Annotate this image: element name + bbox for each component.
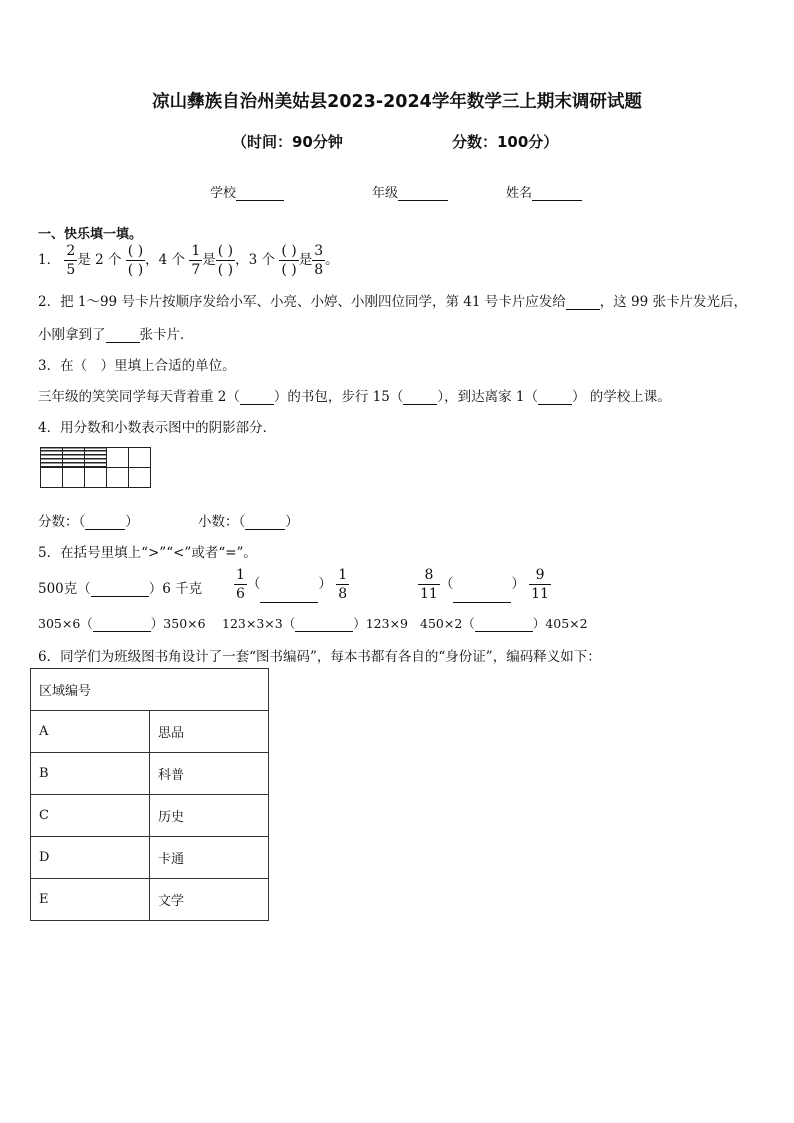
table-row [31, 795, 269, 837]
grid-cell [107, 468, 129, 488]
grid-cell [63, 468, 85, 488]
q5-fraction-1-8: $\frac{1}{8}$ [338, 567, 348, 602]
grid-cell [41, 468, 63, 488]
q3-blank-2[interactable] [403, 390, 437, 405]
q1-blank-fraction-3[interactable]: $\frac{( )}{( )}$ [281, 243, 297, 278]
question-4-title: 4．用分数和小数表示图中的阴影部分． [38, 420, 277, 436]
school-field [210, 182, 284, 201]
q5-e-right: ）123×9 [353, 616, 409, 631]
school-blank[interactable] [236, 186, 284, 201]
grade-field [372, 182, 448, 201]
q5-a-right: ）6 千克 [148, 581, 203, 597]
q2-text-3: 小刚拿到了 [38, 327, 106, 343]
q1-blank-fraction-1[interactable]: $\frac{( )}{( )}$ [127, 243, 144, 278]
q5-compare-b [234, 566, 349, 603]
q1-comma: ， [145, 252, 159, 268]
q5-c-open: （ [439, 576, 454, 592]
name-blank[interactable] [532, 186, 582, 201]
q5-a-blank[interactable] [91, 582, 149, 597]
code-cell: D [31, 837, 150, 879]
question-2-line-2 [38, 323, 194, 343]
q3-part-2: ）的书包，步行 15（ [273, 389, 404, 405]
q5-f-right: ）405×2 [532, 616, 588, 631]
q4-fraction-blank[interactable] [85, 515, 125, 530]
q1-text: 是 2 个 [77, 252, 122, 268]
section-heading: 一、快乐填一填。 [38, 227, 143, 242]
exam-score: 分数：100分） [452, 133, 559, 151]
grid-cell-shaded [41, 448, 63, 468]
table-row [31, 753, 269, 795]
q5-compare-f [420, 614, 588, 632]
q5-c-close: ） [511, 576, 525, 592]
q1-number: 1． [38, 252, 61, 268]
code-cell: B [31, 753, 150, 795]
q2-blank-1[interactable] [566, 295, 600, 310]
question-6-title: 6．同学们为班级图书角设计了一套“图书编码”，每本书都有各自的“身份证”，编码释义如下： [38, 649, 601, 665]
q5-c-blank[interactable] [453, 588, 511, 603]
shaded-grid [40, 447, 151, 488]
q3-part-1: 三年级的笑笑同学每天背着重 2（ [38, 389, 240, 405]
table-row [31, 837, 269, 879]
question-5-title: 5．在括号里填上“>”“<”或者“=”。 [38, 545, 257, 561]
q5-b-open: （ [246, 576, 261, 592]
q5-d-left: 305×6（ [38, 616, 93, 631]
q3-blank-3[interactable] [538, 390, 572, 405]
q3-part-3: ），到达离家 1（ [437, 389, 539, 405]
q5-f-blank[interactable] [475, 617, 533, 632]
q5-compare-d [38, 614, 206, 632]
q1-fraction-2-5: $\frac{2}{5}$ [66, 243, 76, 278]
category-cell: 科普 [150, 753, 269, 795]
q5-compare-a [38, 577, 202, 597]
q1-text-4: 3 个 [248, 252, 276, 268]
q4-decimal-blank[interactable] [245, 515, 285, 530]
q1-text-2: 4 个 [158, 252, 186, 268]
q2-text-4: 张卡片． [139, 327, 194, 343]
name-field [506, 182, 582, 201]
page-title: 凉山彝族自治州美姑县2023-2024学年数学三上期末调研试题 [152, 92, 642, 112]
q2-text-2: ，这 99 张卡片发光后， [599, 294, 747, 310]
question-1 [38, 242, 339, 279]
q5-d-right: ）350×6 [150, 616, 206, 631]
exam-time: （时间：90分钟 [232, 133, 343, 151]
q5-fraction-1-6: $\frac{1}{6}$ [236, 567, 245, 602]
q1-blank-fraction-2[interactable]: $\frac{( )}{( )}$ [217, 243, 234, 278]
q5-e-left: 123×3×3（ [222, 616, 296, 631]
code-cell: A [31, 711, 150, 753]
code-cell: E [31, 879, 150, 921]
table-row [31, 879, 269, 921]
q2-blank-2[interactable] [106, 328, 140, 343]
q1-fraction-1-7: $\frac{1}{7}$ [191, 243, 201, 278]
book-code-table [30, 668, 269, 921]
q3-part-4: ） 的学校上课。 [572, 389, 671, 405]
grid-cell-shaded [63, 448, 85, 468]
category-cell: 历史 [150, 795, 269, 837]
grid-cell [129, 468, 151, 488]
grid-cell [107, 448, 129, 468]
q1-comma-2: ， [235, 252, 249, 268]
q3-blank-1[interactable] [240, 390, 274, 405]
question-3-sentence [38, 385, 671, 405]
grade-blank[interactable] [398, 186, 448, 201]
name-label: 姓名 [506, 186, 533, 201]
q4-close-2: ） [285, 514, 299, 530]
q4-fraction-answer [38, 510, 139, 530]
code-cell: C [31, 795, 150, 837]
category-cell: 思品 [150, 711, 269, 753]
question-3-title: 3．在（ ）里填上合适的单位。 [38, 358, 236, 374]
q5-d-blank[interactable] [93, 617, 151, 632]
q4-decimal-label: 小数：（ [198, 514, 246, 530]
q4-fraction-label: 分数：（ [38, 514, 86, 530]
grid-cell-shaded [85, 448, 107, 468]
q5-b-blank[interactable] [260, 588, 318, 603]
q1-fraction-3-8: $\frac{3}{8}$ [314, 243, 324, 278]
q5-compare-c [418, 566, 551, 603]
q5-e-blank[interactable] [295, 617, 353, 632]
q4-decimal-answer [198, 510, 299, 530]
question-2-line-1 [38, 290, 747, 310]
table-row [31, 711, 269, 753]
table-header-cell: 区域编号 [31, 669, 269, 711]
q1-end: 。 [325, 252, 339, 268]
grid-cell [129, 448, 151, 468]
category-cell: 卡通 [150, 837, 269, 879]
grade-label: 年级 [372, 186, 399, 201]
q5-compare-e [222, 614, 408, 632]
grid-cell [85, 468, 107, 488]
q1-text-3: 是 [202, 252, 216, 268]
q4-close-1: ） [125, 514, 139, 530]
q1-text-5: 是 [298, 252, 313, 268]
table-header-row [31, 669, 269, 711]
q5-fraction-8-11: $\frac{8}{11}$ [420, 567, 438, 602]
school-label: 学校 [210, 186, 237, 201]
category-cell: 文学 [150, 879, 269, 921]
q5-a-left: 500克（ [38, 581, 91, 597]
q5-fraction-9-11: $\frac{9}{11}$ [531, 567, 549, 602]
q2-text-1: 2．把 1～99 号卡片按顺序发给小军、小亮、小婷、小刚四位同学，第 41 号卡片应发给 [38, 294, 566, 310]
q5-f-left: 450×2（ [420, 616, 475, 631]
q5-b-close: ） [318, 576, 332, 592]
